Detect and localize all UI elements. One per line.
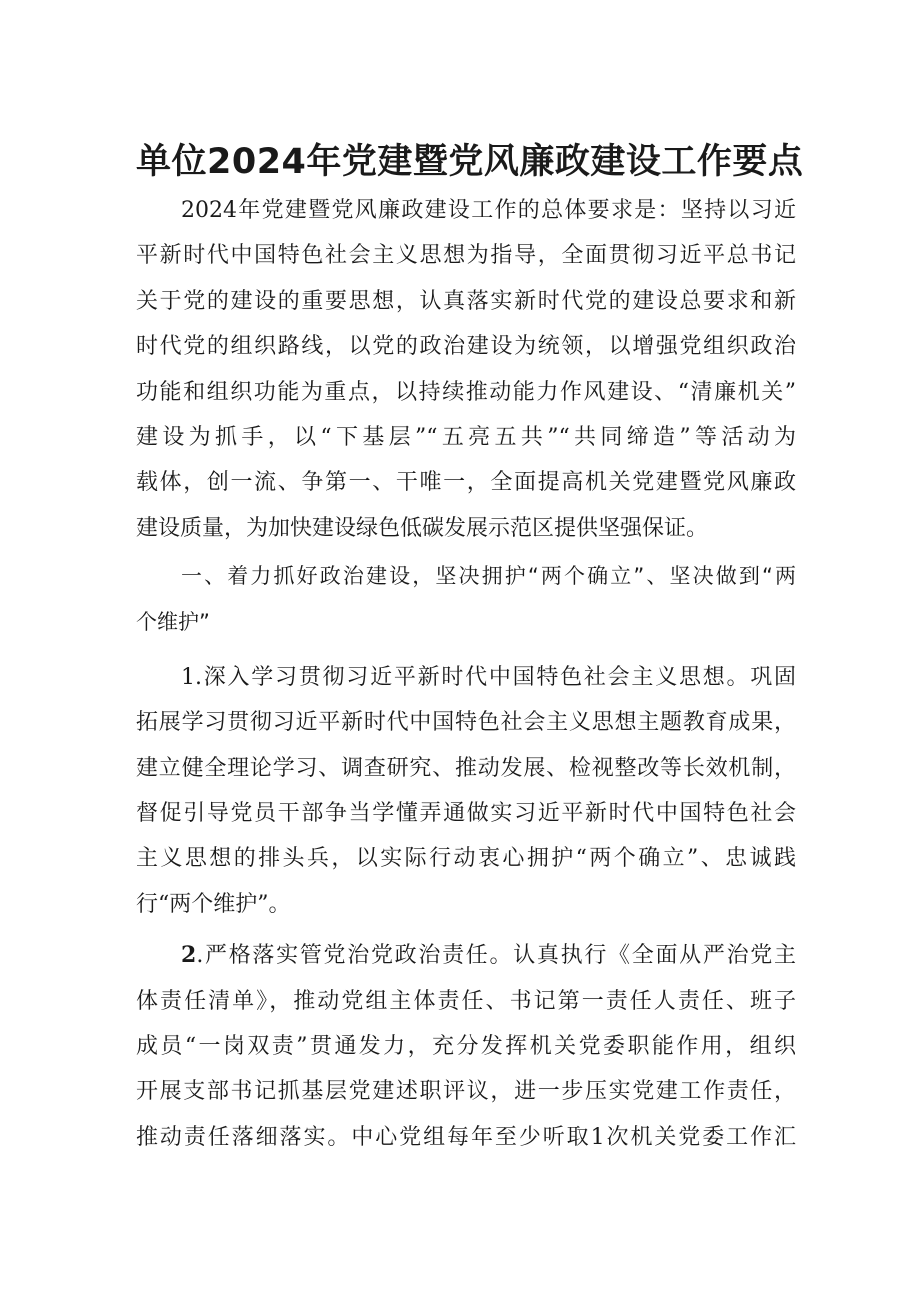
- text-line: 功能和组织功能为重点，以持续推动能力作风建设、“清廉机关”: [136, 379, 796, 405]
- text-line: 推动责任落细落实。中心党组每年至少听取1次机关党委工作汇: [136, 1124, 796, 1150]
- text-line: 关于党的建设的重要思想，认真落实新时代党的建设总要求和新: [136, 288, 796, 314]
- text-line: 行“两个维护”。: [136, 891, 291, 917]
- text-line: 督促引导党员干部争当学懂弄通做实习近平新时代中国特色社会: [136, 801, 796, 827]
- heading-line: 一、着力抓好政治建设，坚决拥护“两个确立”、坚决做到“两: [181, 564, 796, 589]
- item-1-paragraph: [136, 655, 796, 927]
- document-title: 单位2024年党建暨党风廉政建设工作要点: [136, 142, 804, 182]
- text-line: 建设质量，为加快建设绿色低碳发展示范区提供坚强保证。: [136, 515, 709, 541]
- text-line: 建立健全理论学习、调查研究、推动发展、检视整改等长效机制，: [136, 755, 796, 781]
- text-line: 1.深入学习贯彻习近平新时代中国特色社会主义思想。巩固: [181, 664, 796, 690]
- text-line-content: .严格落实管党治党政治责任。认真执行《全面从严治党主: [196, 943, 796, 969]
- text-line: 拓展学习贯彻习近平新时代中国特色社会主义思想主题教育成果，: [136, 710, 796, 736]
- text-line: 成员“一岗双责”贯通发力，充分发挥机关党委职能作用，组织: [136, 1034, 796, 1060]
- heading-line: 个维护”: [136, 609, 210, 634]
- intro-paragraph: [136, 188, 796, 551]
- text-line: 载体，创一流、争第一、干唯一，全面提高机关党建暨党风廉政: [136, 470, 796, 496]
- item-number: 2: [181, 942, 197, 969]
- item-2-paragraph: [136, 933, 796, 1160]
- document-body: [136, 188, 796, 1160]
- section-1-heading: [136, 554, 796, 645]
- text-line: [136, 933, 796, 978]
- text-line: 2024年党建暨党风廉政建设工作的总体要求是：坚持以习近: [181, 198, 796, 223]
- text-line: 平新时代中国特色社会主义思想为指导，全面贯彻习近平总书记: [136, 243, 796, 269]
- text-line: 主义思想的排头兵，以实际行动衷心拥护“两个确立”、忠诚践: [136, 846, 796, 872]
- text-line: 时代党的组织路线，以党的政治建设为统领，以增强党组织政治: [136, 334, 796, 360]
- text-line: 开展支部书记抓基层党建述职评议，进一步压实党建工作责任，: [136, 1079, 796, 1105]
- text-line: 体责任清单》，推动党组主体责任、书记第一责任人责任、班子: [136, 988, 796, 1014]
- text-line: 建设为抓手，以“下基层”“五亮五共”“共同缔造”等活动为: [136, 424, 796, 450]
